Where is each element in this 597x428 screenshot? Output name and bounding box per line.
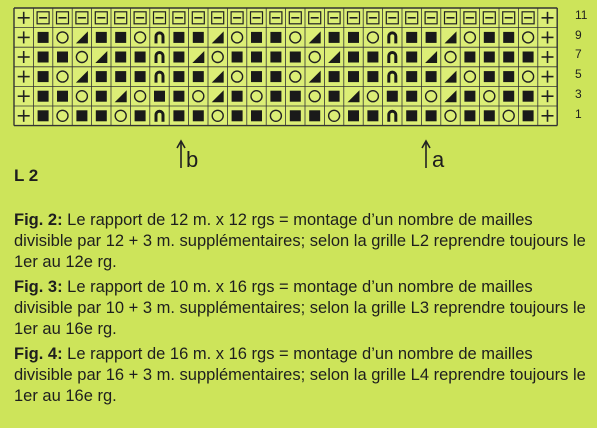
square-icon — [173, 110, 184, 121]
row-number-1: 1 — [575, 107, 582, 121]
arrow-a-icon — [422, 141, 430, 168]
square-icon — [57, 91, 68, 102]
square-icon — [270, 32, 281, 43]
square-icon — [426, 71, 437, 82]
square-icon — [329, 91, 340, 102]
square-icon — [348, 110, 359, 121]
row-number-9: 9 — [575, 28, 582, 42]
square-icon — [251, 71, 262, 82]
square-icon — [503, 52, 514, 63]
square-icon — [135, 71, 146, 82]
row-number-7: 7 — [575, 47, 582, 61]
square-icon — [387, 91, 398, 102]
square-icon — [193, 32, 204, 43]
square-icon — [193, 110, 204, 121]
square-icon — [503, 71, 514, 82]
square-icon — [406, 71, 417, 82]
square-icon — [484, 52, 495, 63]
square-icon — [173, 32, 184, 43]
square-icon — [251, 52, 262, 63]
square-icon — [193, 71, 204, 82]
square-icon — [464, 110, 475, 121]
square-icon — [270, 71, 281, 82]
fig4-body: Le rapport de 16 m. x 16 rgs = montage d’un nombre de mailles divisible par 16 + 3 m. supplémentaires; selon la grille L4 reprendre toujours le 1er au 16e rg. — [14, 345, 586, 405]
square-icon — [367, 71, 378, 82]
square-icon — [503, 91, 514, 102]
square-icon — [96, 32, 107, 43]
square-icon — [464, 52, 475, 63]
square-icon — [523, 91, 534, 102]
square-icon — [523, 110, 534, 121]
square-icon — [426, 32, 437, 43]
row-number-3: 3 — [575, 87, 582, 101]
square-icon — [232, 91, 243, 102]
square-icon — [426, 110, 437, 121]
square-icon — [38, 110, 49, 121]
square-icon — [329, 71, 340, 82]
square-icon — [406, 91, 417, 102]
square-icon — [503, 32, 514, 43]
square-icon — [135, 110, 146, 121]
square-icon — [115, 32, 126, 43]
square-icon — [173, 71, 184, 82]
square-icon — [38, 52, 49, 63]
square-icon — [38, 71, 49, 82]
square-icon — [523, 52, 534, 63]
square-icon — [367, 52, 378, 63]
square-icon — [154, 91, 165, 102]
fig3-body: Le rapport de 10 m. x 16 rgs = montage d’un nombre de mailles divisible par 10 + 3 m. supplémentaires; selon la grille L3 reprendre toujours le 1er au 16e rg. — [14, 278, 586, 338]
square-icon — [270, 52, 281, 63]
row-number-5: 5 — [575, 67, 582, 81]
square-icon — [329, 32, 340, 43]
square-icon — [309, 110, 320, 121]
square-icon — [173, 91, 184, 102]
square-icon — [96, 91, 107, 102]
row-number-11: 11 — [575, 8, 588, 22]
chart-grid — [0, 0, 597, 200]
arrow-a-label: a — [432, 147, 445, 172]
square-icon — [251, 32, 262, 43]
instructions — [14, 210, 589, 411]
knitting-chart — [0, 0, 597, 200]
square-icon — [38, 91, 49, 102]
fig3-label: Fig. 3: — [14, 278, 63, 296]
fig3-paragraph — [14, 277, 589, 340]
square-icon — [76, 110, 87, 121]
square-icon — [484, 110, 495, 121]
square-icon — [115, 52, 126, 63]
square-icon — [38, 32, 49, 43]
square-icon — [290, 110, 301, 121]
square-icon — [484, 32, 495, 43]
square-icon — [484, 71, 495, 82]
square-icon — [135, 52, 146, 63]
square-icon — [406, 52, 417, 63]
fig4-label: Fig. 4: — [14, 345, 63, 363]
square-icon — [270, 91, 281, 102]
fig2-label: Fig. 2: — [14, 211, 63, 229]
square-icon — [96, 71, 107, 82]
square-icon — [290, 91, 301, 102]
chart-label: L 2 — [14, 166, 39, 185]
square-icon — [406, 110, 417, 121]
square-icon — [96, 110, 107, 121]
square-icon — [232, 52, 243, 63]
square-icon — [464, 91, 475, 102]
square-icon — [290, 52, 301, 63]
arrow-b-icon — [177, 141, 185, 168]
square-icon — [406, 32, 417, 43]
square-icon — [173, 52, 184, 63]
square-icon — [348, 32, 359, 43]
square-icon — [348, 52, 359, 63]
square-icon — [232, 110, 243, 121]
fig2-paragraph — [14, 210, 589, 273]
square-icon — [367, 110, 378, 121]
square-icon — [348, 71, 359, 82]
fig4-paragraph — [14, 344, 589, 407]
square-icon — [115, 71, 126, 82]
square-icon — [57, 52, 68, 63]
arrow-b-label: b — [186, 147, 199, 172]
fig2-body: Le rapport de 12 m. x 12 rgs = montage d’un nombre de mailles divisible par 12 + 3 m. supplémentaires; selon la grille L2 reprendre toujours le 1er au 12e rg. — [14, 211, 586, 271]
square-icon — [251, 110, 262, 121]
